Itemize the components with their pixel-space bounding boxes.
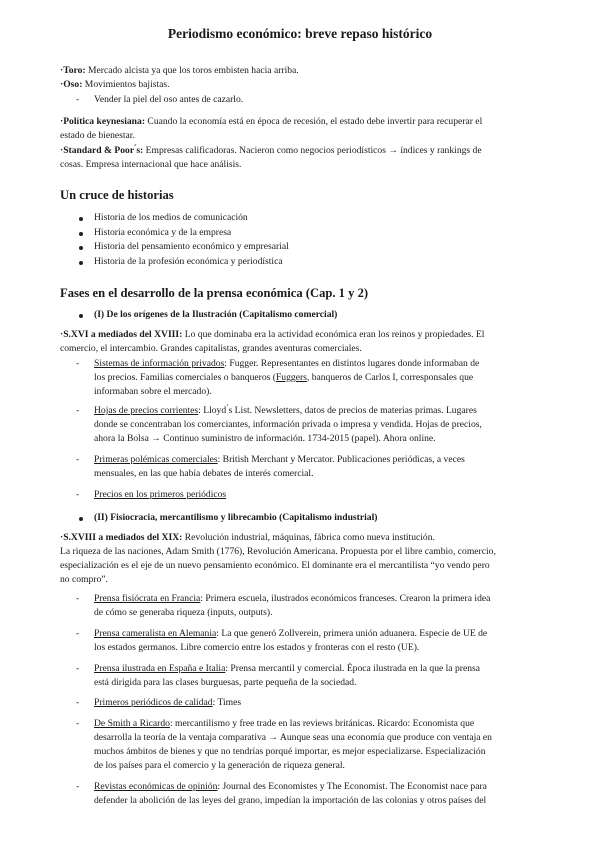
item-text: : Journal des Economistes y The Economist. The Economist nace para <box>217 781 487 792</box>
section-heading: Un cruce de historias <box>60 188 174 202</box>
item-label: Primeras polémicas comerciales <box>94 454 218 465</box>
item-label: Prensa ilustrada en España e Italia <box>94 663 226 674</box>
def-toro <box>60 64 299 78</box>
phase-item <box>94 717 474 731</box>
phase-item-line: muchos ámbitos de bienes y que no tendrías porqué importar, es mejor especializarse. Especialización <box>94 746 486 757</box>
dash-marker: - <box>76 454 80 465</box>
def-keynes <box>60 115 482 129</box>
phase-item <box>94 780 487 794</box>
item-text: los precios. Familias comerciales o banqueros ( <box>94 372 276 383</box>
phase-item <box>94 696 241 710</box>
phase-item-line: mensuales, en las que había debates de interés comercial. <box>94 468 314 479</box>
bullet-icon <box>79 517 83 521</box>
def-term: ·Política keynesiana: <box>60 116 146 127</box>
dash-marker: - <box>76 489 80 500</box>
item-label: Sistemas de información privados <box>94 358 225 369</box>
item-text: : British Merchant y Mercator. Publicaciones periódicas, a veces <box>217 454 465 465</box>
list-item: Historia del pensamiento económico y empresarial <box>94 241 289 252</box>
phase-item-line: de los países para el comercio y la generación de riqueza general. <box>94 760 345 771</box>
phase-item <box>94 662 480 676</box>
def-oso <box>60 78 170 92</box>
phase-item <box>94 404 477 418</box>
item-text: : Fugger. Representantes en distintos lugares donde informaban de <box>224 358 480 369</box>
dash-marker: - <box>76 628 80 639</box>
def-term: ·Toro: <box>60 65 86 76</box>
bullet-icon <box>79 246 83 250</box>
phase-item-line: donde se concentraban los comerciantes, información privada o impresa y vendida. Hojas de precios, <box>94 419 482 430</box>
dash-marker: - <box>76 94 80 105</box>
def-sp-line2: cosas. Empresa internacional que hace análisis. <box>60 159 242 170</box>
item-text: : Primera escuela, ilustrados económicos franceses. Crearon la primera idea <box>200 593 491 604</box>
dash-marker: - <box>76 781 80 792</box>
dash-marker: - <box>76 358 80 369</box>
phase-text: Lo que dominaba era la actividad económica eran los reinos y propiedades. El <box>182 329 485 340</box>
item-label: Precios en los primeros periódicos <box>94 489 227 500</box>
phase-item <box>94 488 226 502</box>
item-label: Prensa fisiócrata en Francia <box>94 593 201 604</box>
item-text: : Prensa mercantil y comercial. Época ilustrada en la que la prensa <box>225 663 481 674</box>
phase-intro-line: La riqueza de las naciones, Adam Smith (1776), Revolución Americana. Propuesta por el libre cambio, comercio, <box>60 546 496 557</box>
phase-item-line: de cómo se generaba riqueza (inputs, outputs). <box>94 607 273 618</box>
phase-intro <box>60 328 484 342</box>
phase-intro-line: no compro”. <box>60 574 108 585</box>
item-text: : La que generó Zollverein, primera unión aduanera. Especie de UE de <box>216 628 488 639</box>
phase-term: ·S.XVI a mediados del XVIII: <box>60 329 183 340</box>
list-item: Historia de los medios de comunicación <box>94 212 248 223</box>
def-text: Empresas calificadoras. Nacieron como negocios periodísticos → índices y rankings de <box>143 145 482 156</box>
phase-item-line: informaban sobre el mercado). <box>94 386 212 397</box>
phase-item-line: desarrolla la teoría de la ventaja comparativa → Aunque seas una economía que produce con ventaja en <box>94 732 492 743</box>
phase-term: ·S.XVIII a mediados del XIX: <box>60 532 183 543</box>
item-label: Hojas de precios corrientes <box>94 405 199 416</box>
section-heading: Fases en el desarrollo de la prensa económica (Cap. 1 y 2) <box>60 286 369 300</box>
phase-intro-line2: comercio, el intercambio. Grandes capitalistas, grandes aventuras comerciales. <box>60 343 362 354</box>
def-sp <box>60 144 482 158</box>
bullet-icon <box>79 217 83 221</box>
dash-marker: - <box>76 697 80 708</box>
phase-item-line: está dirigida para las clases burguesas, parte pequeña de la sociedad. <box>94 677 357 688</box>
phase-text: Revolución industrial, máquinas, fábrica como nueva institución. <box>182 532 435 543</box>
phase-intro-line: especialización es el eje de un nuevo pensamiento económico. El dominante era el mercantilista “yo vendo pero <box>60 560 490 571</box>
item-label: Revistas económicas de opinión <box>94 781 218 792</box>
item-text: , banqueros de Carlos I, corresponsales que <box>306 372 474 383</box>
dash-marker: - <box>76 718 80 729</box>
phase-item-line <box>94 371 473 385</box>
phase-item <box>94 453 465 467</box>
item-link-text: Fuggers <box>275 372 307 383</box>
dash-marker: - <box>76 663 80 674</box>
def-text: Movimientos bajistas. <box>82 79 170 90</box>
def-term: ·Standard & Poor ́s: <box>60 145 144 156</box>
dash-marker: - <box>76 593 80 604</box>
def-oso-sub: Vender la piel del oso antes de cazarlo. <box>94 94 244 105</box>
def-text: Mercado alcista ya que los toros embisten hacia arriba. <box>85 65 299 76</box>
item-text: : Times <box>212 697 242 708</box>
phase-heading: (II) Fisiocracia, mercantilismo y librecambio (Capitalismo industrial) <box>94 512 378 523</box>
phase-item-line: defender la abolición de las leyes del grano, impedían la importación de las colonias y otros países del <box>94 795 487 806</box>
phase-item-line: los estados germanos. Libre comercio entre los estados y fronteras con el resto (UE). <box>94 642 420 653</box>
item-label: De Smith a Ricardo <box>94 718 170 729</box>
phase-item <box>94 592 490 606</box>
def-text: Cuando la economía está en época de recesión, el estado debe invertir para recuperar el <box>145 116 483 127</box>
item-text: : Lloyd ́s List. Newsletters, datos de precios de materias primas. Lugares <box>198 405 477 416</box>
item-label: Primeros periódicos de calidad <box>94 697 213 708</box>
def-keynes-line2: estado de bienestar. <box>60 130 135 141</box>
dash-marker: - <box>76 405 80 416</box>
page-title: Periodismo económico: breve repaso histórico <box>167 26 433 41</box>
def-term: ·Oso: <box>60 79 83 90</box>
bullet-icon <box>79 261 83 265</box>
bullet-icon <box>79 232 83 236</box>
item-label: Prensa cameralista en Alemania <box>94 628 217 639</box>
phase-heading: (I) De los orígenes de la Ilustración (Capitalismo comercial) <box>94 309 338 320</box>
phase-item-line: ahora la Bolsa → Continuo suministro de información. 1734-2015 (papel). Ahora online. <box>94 433 436 444</box>
phase-item <box>94 627 487 641</box>
item-text: : mercantilismo y free trade en las reviews británicas. Ricardo: Economista que <box>169 718 475 729</box>
list-item: Historia económica y de la empresa <box>94 227 232 238</box>
phase-intro <box>60 531 435 545</box>
bullet-icon <box>79 314 83 318</box>
phase-item <box>94 357 479 371</box>
list-item: Historia de la profesión económica y periodística <box>94 256 283 267</box>
